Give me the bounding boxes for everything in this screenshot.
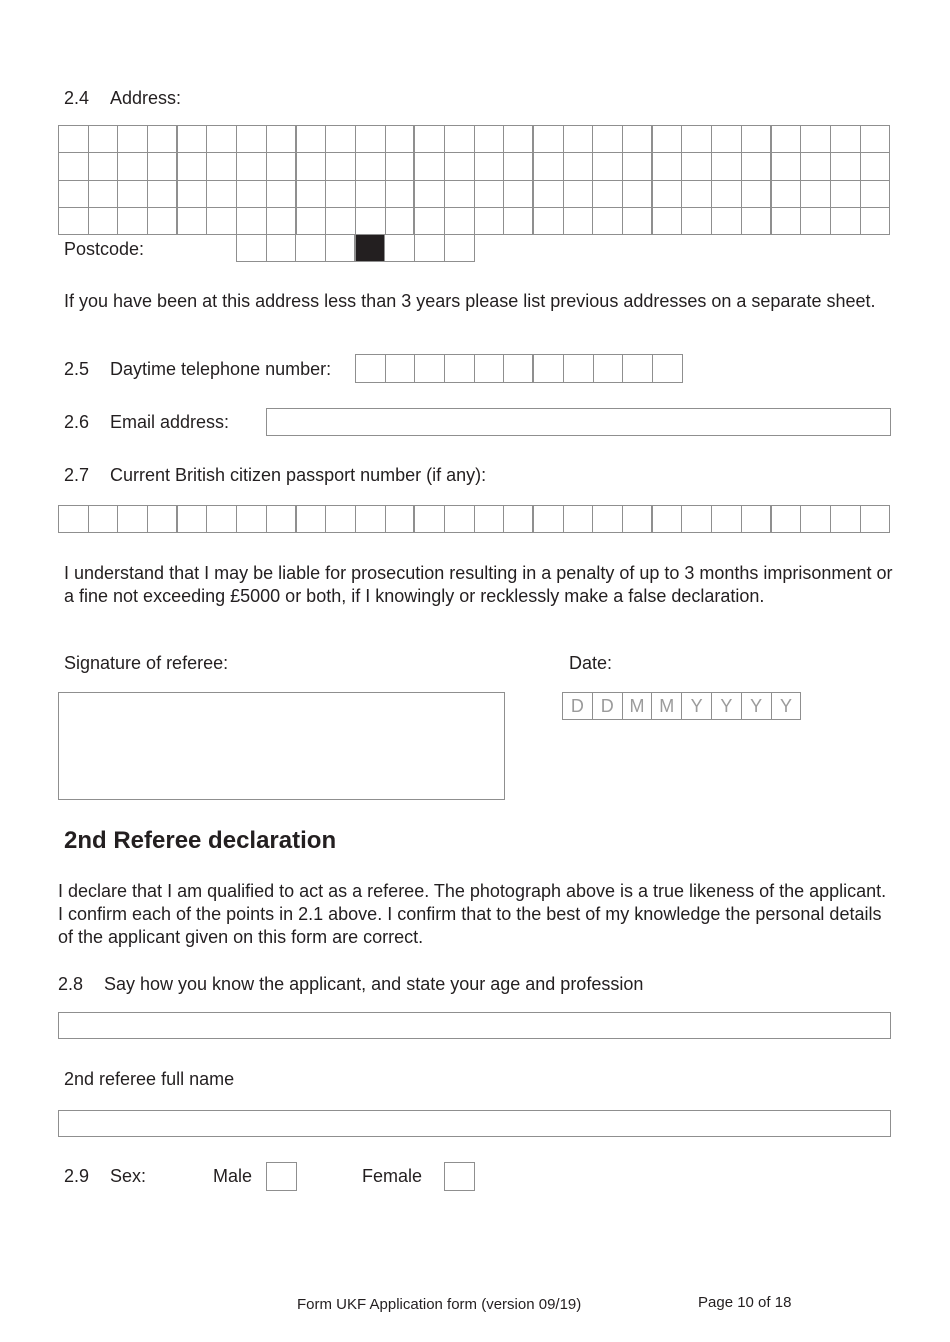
address-grid[interactable] [58, 125, 890, 235]
char-box[interactable] [148, 506, 178, 533]
question-2-9: 2.9 Sex: [64, 1166, 147, 1186]
char-box[interactable] [682, 506, 712, 533]
char-box[interactable] [712, 181, 742, 208]
date-char-box[interactable]: Y [712, 693, 742, 720]
char-box[interactable] [356, 235, 386, 262]
char-box[interactable] [356, 181, 386, 208]
char-box[interactable] [682, 153, 712, 180]
char-box[interactable] [594, 355, 624, 383]
signature-label: Signature of referee: [64, 653, 229, 673]
char-box[interactable] [653, 181, 683, 208]
char-box[interactable] [593, 153, 623, 180]
email-field[interactable] [266, 408, 891, 436]
char-box[interactable] [59, 181, 89, 208]
char-box[interactable] [326, 126, 356, 153]
char-box[interactable] [386, 153, 416, 180]
char-box[interactable] [267, 235, 297, 262]
grid-row [356, 355, 683, 383]
char-box[interactable] [653, 126, 683, 153]
date-char-box[interactable]: Y [682, 693, 712, 720]
char-box[interactable] [861, 208, 891, 235]
char-box[interactable] [267, 181, 297, 208]
char-box[interactable] [653, 153, 683, 180]
char-box[interactable] [504, 181, 534, 208]
char-box[interactable] [267, 153, 297, 180]
char-box[interactable] [504, 126, 534, 153]
char-box[interactable] [712, 126, 742, 153]
grid-row [59, 153, 890, 180]
char-box[interactable] [89, 153, 119, 180]
char-box[interactable] [207, 153, 237, 180]
char-box[interactable] [267, 208, 297, 235]
char-box[interactable] [237, 126, 267, 153]
char-box[interactable] [178, 126, 208, 153]
char-box[interactable] [564, 181, 594, 208]
char-box[interactable] [415, 235, 445, 262]
char-box[interactable] [415, 126, 445, 153]
char-box[interactable] [861, 181, 891, 208]
char-box[interactable] [445, 208, 475, 235]
char-box[interactable] [623, 208, 653, 235]
full-name-field[interactable] [58, 1110, 891, 1137]
char-box[interactable] [207, 208, 237, 235]
char-box[interactable] [504, 355, 534, 383]
char-box[interactable] [59, 208, 89, 235]
char-box[interactable] [772, 208, 802, 235]
char-box[interactable] [564, 355, 594, 383]
char-box[interactable] [831, 181, 861, 208]
telephone-grid[interactable] [355, 354, 683, 383]
char-box[interactable] [178, 153, 208, 180]
char-box[interactable] [148, 126, 178, 153]
char-box[interactable] [237, 506, 267, 533]
char-box[interactable] [297, 126, 327, 153]
char-box[interactable] [89, 181, 119, 208]
char-box[interactable] [237, 181, 267, 208]
char-box[interactable] [445, 181, 475, 208]
char-box[interactable] [772, 126, 802, 153]
char-box[interactable] [593, 208, 623, 235]
char-box[interactable] [118, 506, 148, 533]
grid-row [59, 208, 890, 235]
char-box[interactable] [356, 153, 386, 180]
char-box[interactable] [118, 181, 148, 208]
char-box[interactable] [475, 355, 505, 383]
date-char-box[interactable]: Y [772, 693, 802, 720]
char-box[interactable] [564, 506, 594, 533]
char-box[interactable] [504, 208, 534, 235]
char-box[interactable] [326, 506, 356, 533]
male-label: Male [213, 1166, 253, 1186]
grid-row [237, 235, 475, 262]
char-box[interactable] [207, 181, 237, 208]
char-box[interactable] [445, 355, 475, 383]
char-box[interactable] [593, 181, 623, 208]
char-box[interactable] [267, 126, 297, 153]
char-box[interactable] [297, 208, 327, 235]
grid-row [59, 181, 890, 208]
char-box[interactable] [712, 153, 742, 180]
char-box[interactable] [59, 126, 89, 153]
char-box[interactable] [831, 506, 861, 533]
char-box[interactable] [267, 506, 297, 533]
date-char-box[interactable]: M [623, 693, 653, 720]
char-box[interactable] [623, 181, 653, 208]
char-box[interactable] [415, 506, 445, 533]
char-box[interactable] [237, 235, 267, 262]
male-checkbox[interactable] [266, 1162, 297, 1191]
char-box[interactable] [623, 506, 653, 533]
char-box[interactable] [118, 126, 148, 153]
char-box[interactable] [593, 506, 623, 533]
char-box[interactable] [801, 208, 831, 235]
char-box[interactable] [297, 506, 327, 533]
char-box[interactable] [593, 126, 623, 153]
grid-row [59, 126, 890, 153]
char-box[interactable] [534, 126, 564, 153]
address-note: If you have been at this address less than 3 years please list previous addresses on a separate sheet. [64, 291, 876, 311]
footer-page-number: Page 10 of 18 [698, 1294, 792, 1311]
char-box[interactable] [475, 181, 505, 208]
female-checkbox[interactable] [444, 1162, 475, 1191]
date-label: Date: [569, 653, 613, 673]
email-label: 2.6 Email address: [64, 412, 230, 432]
char-box[interactable] [712, 506, 742, 533]
char-box[interactable] [742, 126, 772, 153]
char-box[interactable] [772, 506, 802, 533]
char-box[interactable] [89, 506, 119, 533]
char-box[interactable] [415, 153, 445, 180]
char-box[interactable] [772, 181, 802, 208]
char-box[interactable] [237, 208, 267, 235]
char-box[interactable] [59, 506, 89, 533]
char-box[interactable] [742, 506, 772, 533]
grid-row [59, 506, 890, 533]
char-box[interactable] [801, 181, 831, 208]
char-box[interactable] [445, 235, 475, 262]
char-box[interactable] [59, 153, 89, 180]
referee-declaration: I declare that I am qualified to act as a referee. The photograph above is a true likeness of the applicant. I confirm each of the points in 2.1 above. I confirm that to the best of my knowledge the personal details of the applicant given on this form are correct. [58, 881, 887, 947]
char-box[interactable] [653, 355, 683, 383]
char-box[interactable] [534, 355, 564, 383]
char-box[interactable] [861, 153, 891, 180]
char-box[interactable] [386, 126, 416, 153]
char-box[interactable] [653, 208, 683, 235]
char-box[interactable] [89, 208, 119, 235]
char-box[interactable] [534, 153, 564, 180]
footer-form-name: Form UKF Application form (version 09/19) [297, 1296, 582, 1313]
char-box[interactable] [564, 126, 594, 153]
char-box[interactable] [178, 208, 208, 235]
char-box[interactable] [653, 506, 683, 533]
how-know-applicant-field[interactable] [58, 1012, 891, 1039]
char-box[interactable] [475, 126, 505, 153]
char-box[interactable] [297, 181, 327, 208]
char-box[interactable] [623, 126, 653, 153]
char-box[interactable] [861, 506, 891, 533]
char-box[interactable] [415, 355, 445, 383]
char-box[interactable] [178, 506, 208, 533]
char-box[interactable] [475, 153, 505, 180]
char-box[interactable] [326, 235, 356, 262]
char-box[interactable] [326, 181, 356, 208]
date-char-box[interactable]: M [652, 693, 682, 720]
question-2-8: 2.8 Say how you know the applicant, and state your age and profession [58, 974, 644, 994]
char-box[interactable] [386, 355, 416, 383]
char-box[interactable] [534, 181, 564, 208]
char-box[interactable] [445, 153, 475, 180]
char-box[interactable] [148, 153, 178, 180]
char-box[interactable] [297, 153, 327, 180]
char-box[interactable] [504, 506, 534, 533]
date-char-box[interactable]: D [593, 693, 623, 720]
char-box[interactable] [445, 126, 475, 153]
char-box[interactable] [861, 126, 891, 153]
char-box[interactable] [682, 181, 712, 208]
char-box[interactable] [356, 506, 386, 533]
char-box[interactable] [415, 181, 445, 208]
char-box[interactable] [326, 208, 356, 235]
char-box[interactable] [207, 126, 237, 153]
char-box[interactable] [475, 208, 505, 235]
char-box[interactable] [386, 208, 416, 235]
char-box[interactable] [831, 153, 861, 180]
liability-statement: I understand that I may be liable for prosecution resulting in a penalty of up to 3 months imprisonment or a fine not exceeding £5000 or both, if I knowingly or recklessly make a false declaration. [64, 563, 893, 606]
char-box[interactable] [682, 126, 712, 153]
char-box[interactable] [801, 506, 831, 533]
char-box[interactable] [801, 126, 831, 153]
char-box[interactable] [207, 506, 237, 533]
char-box[interactable] [89, 126, 119, 153]
char-box[interactable] [326, 153, 356, 180]
char-box[interactable] [623, 153, 653, 180]
char-box[interactable] [742, 181, 772, 208]
char-box[interactable] [445, 506, 475, 533]
char-box[interactable] [178, 181, 208, 208]
char-box[interactable] [742, 208, 772, 235]
char-box[interactable] [712, 208, 742, 235]
char-box[interactable] [772, 153, 802, 180]
char-box[interactable] [118, 153, 148, 180]
passport-grid[interactable] [58, 505, 890, 533]
char-box[interactable] [386, 506, 416, 533]
section-heading: 2nd Referee declaration [64, 827, 337, 854]
postcode-grid[interactable] [236, 234, 475, 262]
address-label: 2.4 Address: [64, 88, 182, 108]
date-char-box[interactable]: Y [742, 693, 772, 720]
char-box[interactable] [534, 208, 564, 235]
char-box[interactable] [148, 208, 178, 235]
char-box[interactable] [386, 181, 416, 208]
female-label: Female [362, 1166, 423, 1186]
char-box[interactable] [682, 208, 712, 235]
char-box[interactable] [356, 126, 386, 153]
date-char-box[interactable]: D [563, 693, 593, 720]
char-box[interactable] [564, 208, 594, 235]
char-box[interactable] [356, 355, 386, 383]
signature-box[interactable] [58, 692, 505, 800]
char-box[interactable] [385, 235, 415, 262]
char-box[interactable] [237, 153, 267, 180]
char-box[interactable] [801, 153, 831, 180]
postcode-label: Postcode: [64, 239, 145, 259]
date-field[interactable] [562, 692, 801, 720]
char-box[interactable] [118, 208, 148, 235]
char-box[interactable] [415, 208, 445, 235]
char-box[interactable] [742, 153, 772, 180]
char-box[interactable] [623, 355, 653, 383]
full-name-label: 2nd referee full name [64, 1069, 235, 1089]
char-box[interactable] [475, 506, 505, 533]
char-box[interactable] [296, 235, 326, 262]
char-box[interactable] [148, 181, 178, 208]
char-box[interactable] [504, 153, 534, 180]
char-box[interactable] [831, 126, 861, 153]
char-box[interactable] [564, 153, 594, 180]
telephone-label: 2.5 Daytime telephone number: [64, 359, 332, 379]
passport-label: 2.7 Current British citizen passport number (if any): [64, 465, 487, 485]
char-box[interactable] [831, 208, 861, 235]
char-box[interactable] [534, 506, 564, 533]
char-box[interactable] [356, 208, 386, 235]
